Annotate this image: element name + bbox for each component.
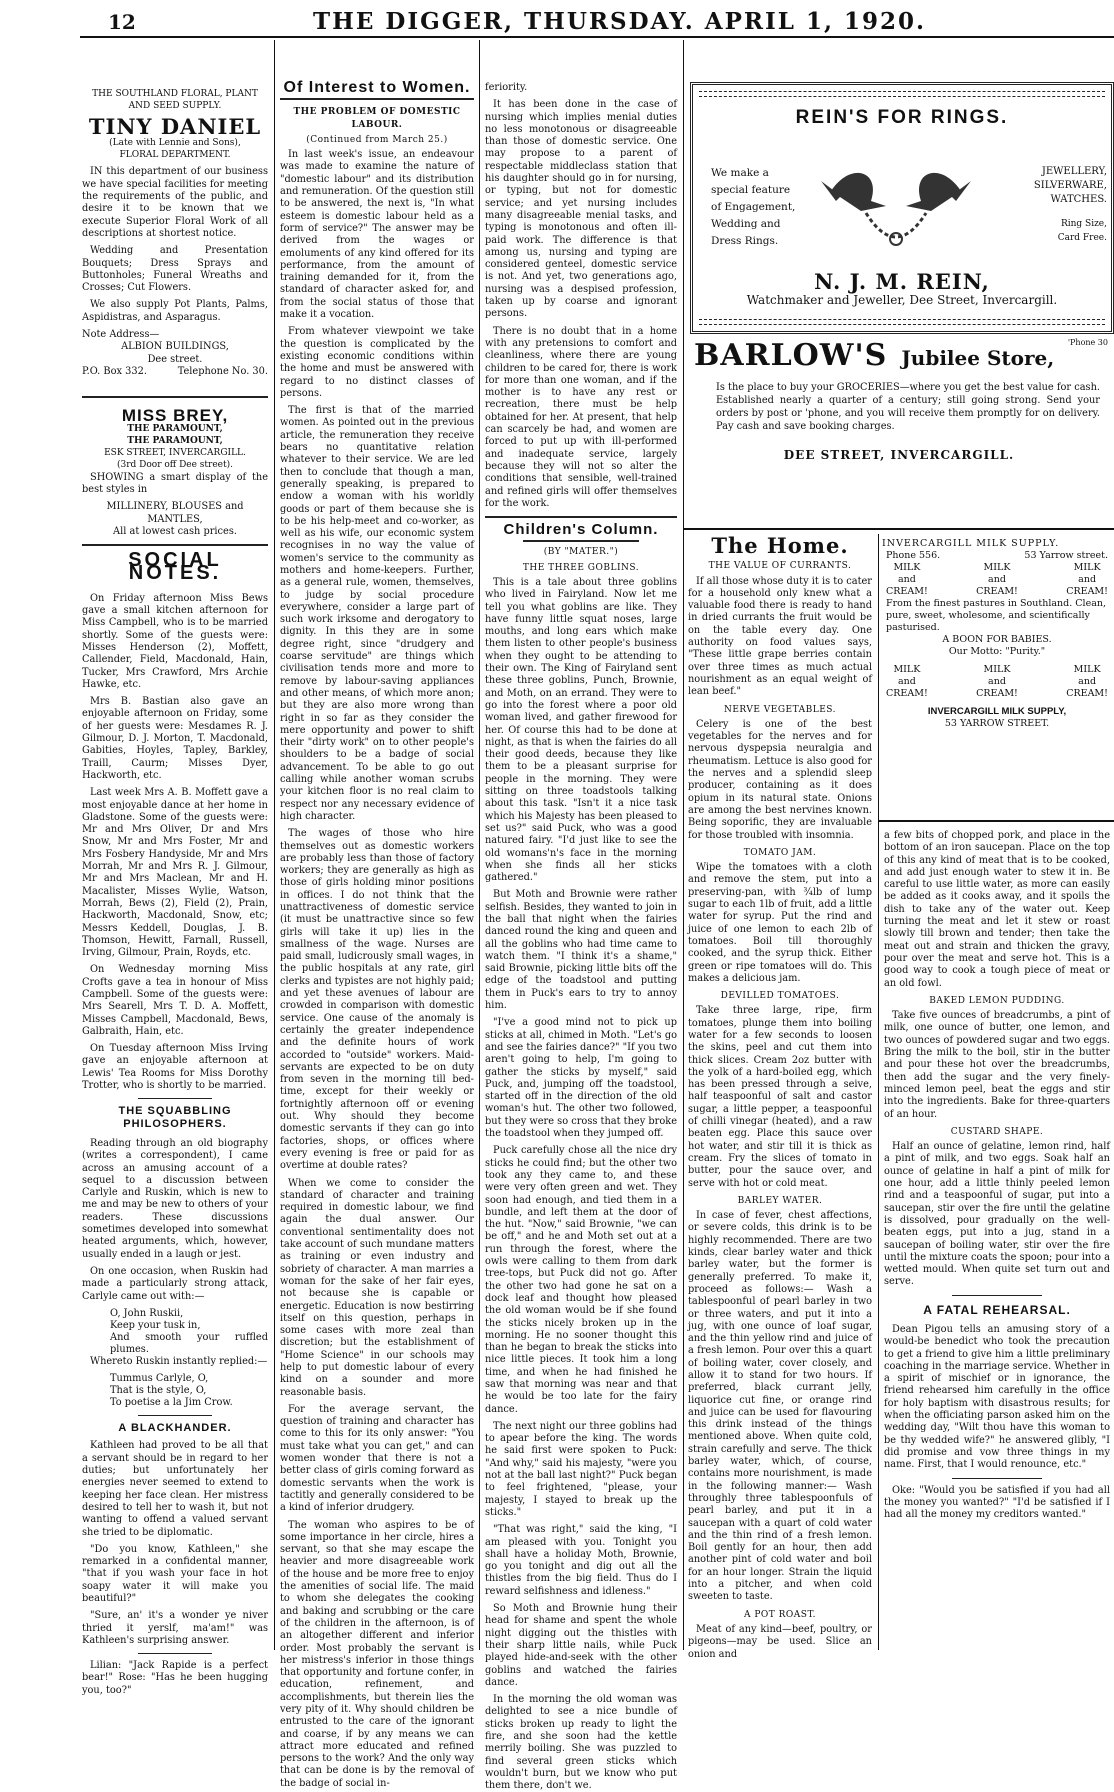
brey-title: MISS BREY, bbox=[121, 406, 229, 426]
milk-body: From the finest pastures in Southland. Clean, pure, sweet, wholesome, and scientifically pasturised. bbox=[886, 598, 1106, 633]
column-rule-5 bbox=[878, 534, 879, 1650]
floral-p3: We also supply Pot Plants, Palms, Aspidistras, and Asparagus. bbox=[82, 299, 268, 323]
col3-p1: It has been done in the case of nursing which implies menial duties no less monotonous or disagreeable than those of domestic service. One may propose to a parent of respectable middleclass station that his daughter should go in for nursing, or typing, but not for domestic service; and yet nursing includes many disagreeable menial tasks, and typing is monotonous and often ill-paid work. The difference is that among us, nursing and typing are considered genteel, domestic service is not. And yet, two generations ago, nursing was a despised profession, taken up by coarse and ignorant persons. bbox=[485, 99, 677, 320]
squabbling-title: THE SQUABBLING PHILOSOPHERS. bbox=[118, 1105, 232, 1130]
milk-footer2: 53 YARROW STREET. bbox=[944, 718, 1050, 729]
brey-p: SHOWING a smart display of the best styles in bbox=[82, 471, 268, 496]
roast-continued: a few bits of chopped pork, and place in the bottom of an iron saucepan. Place on the top of this any kind of meat that is to be cooked, and add just enough water to stew it in. Be careful to use little water, as more can easily be added as it cooks away, and it spoils the dish to take any of the water out. Keep turning the meat and let it stew or roast slowly till brown and tender; then take the meat out and strain and thicken the gravy, pour over the meat and serve hot. This is a good way to cook a tough piece of meat or an old fowl. bbox=[884, 830, 1110, 989]
milk-phone: Phone 556. bbox=[886, 550, 941, 561]
column-rule-2 bbox=[479, 40, 480, 1650]
brey-p3: All at lowest cash prices. bbox=[113, 525, 237, 537]
goblins-p3: "I've a good mind not to pick up sticks at all, chimed in Moth. "Let's go and see the fairies dance?" "If you two aren't going to help, I'm going to gather the sticks by myself," said Puck, and, jumping off the toadstool, started off in the direction of the old woman's hut. The other two followed, but they were so cross that they broke the toadstool when they jumped off. bbox=[485, 1017, 677, 1140]
feriority: feriority. bbox=[485, 82, 528, 93]
barlow-phone: 'Phone 30 bbox=[1067, 338, 1108, 347]
jam-p: Wipe the tomatoes with a cloth and remove the stem, put into a preserving-pan, with ¾lb of lump sugar to each 1lb of fruit, add a little water for syrup. Put the rind and juice of one lemon to each 2lb of tomatoes. Boil till thoroughly cooked, and the syrup thick. Either green or ripe tomatoes will do. This makes a delicious jam. bbox=[688, 862, 872, 984]
domestic-labour-sub: THE PROBLEM OF DOMESTIC LABOUR. bbox=[293, 107, 461, 130]
lilian-joke: Lilian: "Jack Rapide is a perfect bear!" Rose: "Has he been hugging you, too?" bbox=[82, 1660, 268, 1696]
page-header bbox=[78, 4, 1114, 34]
col3-p2: There is no doubt that in a home with any pretensions to comfort and cleanliness, where there are young children to be cared for, there is work for more than one woman, and if the mother is to have any rest or recreation, there must be help obtained for her. At present, that help can scarcely be had, and women are forced to put up with ill-performed and inadequate service, largely because they will not so alter the conditions that sensible, well-trained and refined girls will offer themselves for the work. bbox=[485, 325, 677, 509]
milk-boon: A BOON FOR BABIES. bbox=[942, 634, 1052, 645]
home-title: The Home. bbox=[711, 533, 849, 558]
goblins-p4: Puck carefully chose all the nice dry sticks he could find; but the other two took any they came to, and these were very often green and wet. They soon had enough, and tied them in a bundle, and left them at the door of the hut. "Now," said Brownie, "we can be off," and he and Moth set out at a run through the forest, where the owls were calling to them from dark tree-tops, but Puck did not go. After the other two had gone he sat on a dock leaf and thought how pleased the old woman would be if she found the sticks nicely broken up in the morning. He no sooner thought this than he began to break the sticks into nice little pieces. It took him a long time, and when he had finished he saw that morning was near and that he would be too late for the fairy dance. bbox=[485, 1145, 677, 1415]
custard-title: CUSTARD SHAPE. bbox=[950, 1126, 1044, 1137]
floral-p1: IN this department of our business we have special facilities for meeting the requirements of the public, and desire it to be known that we execute Superior Floral Work of all descriptions at shortest notice. bbox=[82, 166, 268, 239]
currants-p: If all those whose duty it is to cater for a household only knew what a valuable food there is ready to hand in dried currants the fruit would be on the table every day. One authority on food values says, "These little grape berries contain over three times as much actual nourishment as an equal weight of lean beef." bbox=[688, 575, 872, 698]
barley-title: BARLEY WATER. bbox=[737, 1195, 823, 1206]
floral-heading-1: THE SOUTHLAND FLORAL, PLANT bbox=[92, 89, 258, 99]
milk-row-1: MILK and CREAM! MILK and CREAM! MILK and CREAM! bbox=[886, 562, 1108, 597]
verse-ruskin: Tummus Carlyle, O, That is the style, O, To poetise a la Jim Crow. bbox=[110, 1373, 233, 1409]
squabbling-p3: Whereto Ruskin instantly replied:— bbox=[90, 1355, 268, 1367]
goblins-p2: But Moth and Brownie were rather selfish. Besides, they wanted to join in the ball that night when the fairies danced round the king and queen and all the goblins who had time came to watch them. "I think it's a shame," said Brownie, picking little bits off the edge of the toadstool and putting them in Puck's ears to try to annoy him. bbox=[485, 889, 677, 1012]
devilled-title: DEVILLED TOMATOES. bbox=[720, 991, 840, 1002]
nerve-title: NERVE VEGETABLES. bbox=[723, 704, 837, 715]
brey-l2: THE PARAMOUNT, bbox=[127, 435, 223, 446]
column-4-home bbox=[688, 533, 872, 1660]
blackhander-p3: "Sure, an' it's a wonder ye niver thried it yerslf, ma'am!" was Kathleen's surprising answer. bbox=[82, 1610, 268, 1646]
rein-right-text: JEWELLERY, SILVERWARE, WATCHES. Ring Size, Card Free. bbox=[1033, 166, 1107, 243]
blackhander-p1: Kathleen had proved to be all that a servant should be in regard to her duties; but unfortunately her energies never seemed to extend to keeping her face clean. Her mistress desired to tell her to wash it, but not wanting to offend a valued servant she tried to be diplomatic. bbox=[82, 1440, 268, 1538]
floral-tel: Telephone No. 30. bbox=[177, 365, 268, 377]
goblins-p8: In the morning the old woman was delighted to see a nice bundle of sticks broken up ready to light the fire, and she soon had the kettle merrily boiling. She was puzzled to find several green sticks which wouldn't burn, but we know who put them there, don't we. bbox=[485, 1694, 677, 1792]
milk-rule bbox=[878, 820, 1114, 822]
roast-p: Meat of any kind—beef, poultry, or pigeons—may be used. Slice an onion and bbox=[688, 1623, 872, 1660]
goblins-p6: "That was right," said the king, "I am pleased with you. Tonight you shall have a holiday Moth, Brownie, go you tonight and dig out all the thistles from the big field. Thus do I reward selfishness and idleness." bbox=[485, 1524, 677, 1597]
barley-p: In case of fever, chest affections, or severe colds, this drink is to be highly recommended. There are two kinds, clear barley water and thick barley water, but the former is generally preferred. To make it, proceed as follows:— Wash a tablespoonful of pearl barley in two or three waters, and put it into a jug, with one ounce of loaf sugar, and the thin yellow rind and juice of a fresh lemon. Pour over this a quart of boiling water, cover closely, and allow it to stand for two hours. If preferred, black currant jelly, liquorice cut fine, or orange rind and juice can be used for flavouring this drink instead of the things mentioned above. When quite cold, strain carefully and serve. The thick barley water, which, of course, contains more nourishment, is made in the following manner:— Wash throughly three tablespoonfuls of pearl barley, and put it in a saucepan with a quart of cold water and the thin rind of a fresh lemon. Boil gently for an hour, then add another pint of cold water and boil for an hour longer. Strain the liquid into a pitcher, and when cold sweeten to taste. bbox=[688, 1210, 872, 1603]
rein-advert bbox=[690, 82, 1114, 334]
floral-late: (Late with Lennie and Sons), bbox=[109, 137, 241, 148]
nerve-p: Celery is one of the best vegetables for the nerves and for nervous dyspepsia neuralgia and rheumatism. Lettuce is also good for the nerves and a splendid sleep producer, containing as it does opium in its natural state. Onions are among the best nervines known. Being soporific, they are invaluable for those troubled with insomnia. bbox=[688, 718, 872, 841]
women-p2: From whatever viewpoint we take the question is complicated by the existing economic conditions within the home and must be answered with regard to no distinct classes of persons. bbox=[280, 326, 474, 399]
interest-women-title: Of Interest to Women. bbox=[280, 82, 474, 100]
children-byline: (BY "MATER.") bbox=[543, 547, 619, 558]
column-2 bbox=[280, 79, 474, 1789]
barlow-name: BARLOW'S bbox=[694, 338, 888, 373]
social-p3: Last week Mrs A. B. Moffett gave a most enjoyable dance at her home in Gladstone. Some of the guests were: Mr and Mrs Oliver, Dr and Mrs Snow, Mr and Mrs Foster, Mr and Mrs Fosbery Handyside, Mr and Mrs Morrah, Mr and Mrs R. J. Gilmour, Mr and Mrs Maclean, Mr and H. Macalister, Misses Wylie, Watson, Morrah, Bews (2), Field (2), Prain, Hackworth, Macdonald, Snow, etc; Messrs Keddell, Douglas, J. B. Thomson, Hewitt, Farnall, Russell, Irving, Gilmour, Prain, Royds, etc. bbox=[82, 787, 268, 959]
column-1 bbox=[82, 88, 268, 1696]
floral-heading-2: AND SEED SUPPLY. bbox=[128, 101, 222, 112]
women-p3: The first is that of the married women. As pointed out in the previous article, the remuneration they receive bears no quantitative relation whatever to their service. We are led then to conclude that though a man, generally speaking, is prepared to endow a woman with his worldly goods or part of them because she is to be his help-meet and co-worker, as well as his wife, our economic system recognises in no way the value of women's service to the community as mothers and home-keepers. Further, as a general rule, women, themselves, to judge by social procedure everywhere, consider a large part of such work irksome and derogatory to dignity. In this they are in some degree right, since "drudgery and coarse servitude" are things which civilisation tends more and more to remove by labour-saving appliances and other means, of which more anon; but they are also more wrong than right in so far as they consider the mere opportunity and power to shift their "dirty work" on to other people's shoulders to be a badge of social advancement. To be able to go out calling while another woman scrubs your kitchen floor is no real claim to respect nor any necessary evidence of high character. bbox=[280, 405, 474, 822]
barlow-store: Jubilee Store, bbox=[901, 346, 1055, 370]
women-p5: When we come to consider the standard of character and training required in domestic labour, we find again the dual answer. Our conventional sentimentality does not take account of such mundane matters as training or even industry and sobriety of character. A man marries a woman for the sake of her fair eyes, not because she is capable or energetic. Education is now bestirring itself on this question, perhaps in some cases with more zeal than discretion; but the establishment of "Home Science" in our schools may help to put domestic labour of every kind on a sounder and more reasonable basis. bbox=[280, 1177, 474, 1398]
women-p1: In last week's issue, an endeavour was made to examine the nature of "domestic labour" and its distribution and remuneration. Of the question still to be answered, the next is, "In what esteem is domestic labour held as a form of service?" The answer may be derived from the wages or emoluments of any kind offered for its performance, from the amount of training demanded for it, from the standard of character asked for, and from the social status of those that make it a vocation. bbox=[280, 149, 474, 321]
brey-l3: ESK STREET, INVERCARGILL. bbox=[104, 448, 246, 459]
verse-carlyle: O, John Ruskii, Keep your tusk in, And smooth your ruffled plumes. bbox=[110, 1307, 268, 1355]
custard-p: Half an ounce of gelatine, lemon rind, half a pint of milk, and two eggs. Soak half an ounce of gelatine in half a pint of milk for one hour, add a little thinly peeled lemon rind and a teaspoonful of sugar, put into a saucepan, stir over the fire until the gelatine is dissolved, pour gradually on the well-beaten eggs, put into a jug, stand in a saucepan of boiling water, stir over the fire until the mixture coats the spoon; pour into a wetted mould. When quite set turn out and serve. bbox=[884, 1141, 1110, 1288]
women-p4: The wages of those who hire themselves out as domestic workers are probably less than those of factory workers; they are generally as high as those of girls holding minor positions in offices. I do not think that the unattractiveness of domestic service (it must be unattractive since so few girls will take it up) lies in the smallness of the wage. Nurses are paid small, ludicrously small wages, in the public hospitals at any rate, girl clerks and typistes are not highly paid; and yet these avenues of labour are crowded in comparison with domestic service. One cause of the anomaly is certainly the greater independence and the definite hours of work accorded to "outside" workers. Maid-servants are expected to be on duty from seven in the morning till bed-time, except for their weekly or fortnightly afternoon off or evening out. Why should they become domestic servants if they can go into factories, shops, or offices where every evening is free or paid for as overtime at double rates? bbox=[280, 828, 474, 1172]
children-column-title: Children's Column. bbox=[503, 521, 659, 539]
floral-note: Note Address— bbox=[82, 329, 160, 341]
roast-title: A POT ROAST. bbox=[743, 1609, 817, 1620]
brey-p2: MILLINERY, BLOUSES and MANTLES, bbox=[106, 501, 244, 525]
page-number: 12 bbox=[108, 10, 136, 34]
brey-l1: THE PARAMOUNT, bbox=[127, 423, 223, 434]
milk-motto: Our Motto: "Purity." bbox=[948, 646, 1046, 657]
floral-street: Dee street. bbox=[147, 353, 203, 365]
social-p1: On Friday afternoon Miss Bews gave a small kitchen afternoon for Miss Campbell, who is to be married shortly. Some of the guests were: Misses Henderson (2), Moffett, Callender, Field, Macdonald, Hain, Tucker, Mrs Crawford, Mrs Archie Hawke, etc. bbox=[82, 592, 268, 690]
swallows-chain-icon bbox=[811, 151, 981, 261]
pudding-title: BAKED LEMON PUDDING. bbox=[929, 995, 1065, 1006]
barlow-advert bbox=[690, 336, 1108, 522]
goblins-p5: The next night our three goblins had to apear before the king. The words he said first were spoken to Puck: "And why," said his majesty, "were you not at the ball last night?" Puck began to feel frightened, "please, your majesty, I stayed to break up the sticks." bbox=[485, 1420, 677, 1518]
header-rule bbox=[80, 36, 1114, 38]
barlow-body: Is the place to buy your GROCERIES—where you get the best value for cash. Established nearly a quarter of a century; still going strong. Send your orders by post or 'phone, and you will receive them promptly for on delivery. Pay cash and save booking charges. bbox=[716, 382, 1100, 432]
floral-pobox: P.O. Box 332. bbox=[82, 365, 147, 377]
rein-tagline: Watchmaker and Jeweller, Dee Street, Invercargill. bbox=[746, 293, 1058, 307]
milk-address: 53 Yarrow street. bbox=[1024, 550, 1108, 561]
barlow-address: DEE STREET, INVERCARGILL. bbox=[783, 448, 1015, 462]
women-p7: The woman who aspires to be of some importance in her circle, hires a servant, so that she may escape the heavier and more disagreeable work of the house and be more free to enjoy the amenities of social life. The maid to whom she delegates the cooking and baking and scrubbing or the care of the children in the afternoon, is of an altogether different and inferior order. Most probably the servant is her mistress's inferior in those things that opportunity and fortune confer, in education, refinement, and accomplishments, but therein lies the very pity of it. Why should children be entrusted to the care of the ignorant and coarse, if by any means we can attract more educated and refined persons to the work? And the only way that can be done is by the removal of the badge of social in- bbox=[280, 1519, 474, 1789]
social-p2: Mrs B. Bastian also gave an enjoyable afternoon on Friday, some of her guests were: Mesdames R. J. Gilmour, D. J. Morton, T. Macdonald, Gabities, Hoyles, Tapley, Barkley, Traill, Caurm; Misses Dyer, Hackworth, etc. bbox=[82, 696, 268, 781]
rein-left-text: We make a special feature of Engagement, Wedding and Dress Rings. bbox=[711, 167, 796, 247]
masthead: THE DIGGER, THURSDAY. APRIL 1, 1920. bbox=[313, 8, 927, 35]
milk-footer: INVERCARGILL MILK SUPPLY, bbox=[927, 706, 1067, 717]
goblins-sub: THE THREE GOBLINS. bbox=[522, 562, 640, 573]
squabbling-p2: On one occasion, when Ruskin had made a particularly strong attack, Carlyle came out with:— bbox=[82, 1265, 268, 1302]
social-p4: On Wednesday morning Miss Crofts gave a tea in honour of Miss Campbell. Some of the guests were: Mrs Searell, Mrs T. D. A. Moffett, Misses Campbell, Macdonald, Bews, Galbraith, Hain, etc. bbox=[82, 964, 268, 1037]
squabbling-p1: Reading through an old biography (writes a correspondent), I came across an amusing account of a sequel to a discussion between Carlyle and Ruskin, which is new to me and may be new to others of your readers. These discussions sometimes developed into somewhat heated arguments, which, however, usually ended in a laugh or jest. bbox=[82, 1137, 268, 1260]
brey-l4: (3rd Door off Dee street). bbox=[117, 460, 233, 471]
goblins-p7: So Moth and Brownie hung their head for shame and spent the whole night digging out the thistles with their sharp little nails, while Puck played hide-and-seek with the other goblins and watched the fairies dance. bbox=[485, 1603, 677, 1688]
column-6 bbox=[884, 830, 1110, 1648]
ad-rule bbox=[684, 528, 1114, 530]
milk-advert bbox=[882, 538, 1112, 729]
rehearsal-p: Dean Pigou tells an amusing story of a would-be benedict who took the precaution to get a friend to give him a little preliminary coaching in the marriage service. Whether in a spirit of mischief or in ignorance, the friend rehearsed him carefully in the office for holy baptism with disastrous results; for when the officiating parson asked him on the wedding day, "Wilt thou have this woman to be thy wedded wife?" he answered glibly, "I did promise and vow three things in my name. First, that I would renounce, etc." bbox=[884, 1323, 1110, 1471]
women-p6: For the average servant, the question of training and character has come to this for its only answer: "You must take what you can get," and can women wonder that there is not a better class of girls coming forward as domestic servants when the work is tactitly and generally considered to be a kind of inferior drudgery. bbox=[280, 1403, 474, 1514]
devilled-p: Take three large, ripe, firm tomatoes, plunge them into boiling water for a few seconds to loosen the skins, peel and cut them into thick slices. Cream 2oz butter with the yolk of a hard-boiled egg, which has been pressed through a seive, half teaspoonful of salt and castor sugar, a little pepper, a teaspoonful of chilli vinegar (heated), and a raw beaten egg. Place this sauce over hot water, and stir till it is thick as cream. Fry the slices of tomato in butter, pour the sauce over, and serve with hot or cold meat. bbox=[688, 1005, 872, 1189]
currants-title: THE VALUE OF CURRANTS. bbox=[708, 561, 852, 572]
floral-p2: Wedding and Presentation Bouquets; Dress Sprays and Buttonholes; Funeral Wreaths and Crosses; Cut Flowers. bbox=[82, 245, 268, 294]
jam-title: TOMATO JAM. bbox=[743, 847, 817, 858]
blackhander-p2: "Do you know, Kathleen," she remarked in a confidental manner, "that if you wash your face in hot soapy water it will make you beautiful?" bbox=[82, 1543, 268, 1604]
rein-title: REIN'S FOR RINGS. bbox=[795, 107, 1009, 128]
milk-row-2: MILK and CREAM! MILK and CREAM! MILK and CREAM! bbox=[886, 664, 1108, 699]
social-p5: On Tuesday afternoon Miss Irving gave an enjoyable afternoon at Lewis' Tea Rooms for Miss Dorothy Trotter, who is shortly to be married. bbox=[82, 1043, 268, 1092]
floral-dept: FLORAL DEPARTMENT. bbox=[119, 150, 231, 161]
rein-name: N. J. M. REIN, bbox=[814, 269, 990, 294]
continued-note: (Continued from March 25.) bbox=[306, 134, 448, 145]
oke-joke: Oke: "Would you be satisfied if you had all the money you wanted?" "I'd be satisfied if I had all the money my creditors wanted." bbox=[884, 1484, 1110, 1521]
milk-title: INVERCARGILL MILK SUPPLY. bbox=[882, 538, 1060, 549]
pudding-p: Take five ounces of breadcrumbs, a pint of milk, one ounce of butter, one lemon, and two ounces of powdered sugar and two eggs. Bring the milk to the boil, stir in the butter and pour these hot over the breadcrumbs, then add the sugar and the very finely-minced lemon peel, beat the eggs and stir into the ingredients. Bake for three-quarters of an hour. bbox=[884, 1010, 1110, 1120]
goblins-p1: This is a tale about three goblins who lived in Fairyland. Now let me tell you what goblins are like. They have funny little squat noses, large mouths, and long ears which make them listen to other people's business when they ought to be attending to their own. The King of Fairyland sent these three goblins, Punch, Brownie, and Moth, on an errand. They were to go into the forest where a poor old woman lived, and gather firewood for her. Of course this had to be done at night, as that is when the fairies do all their good deeds, because they like them to be a pleasant surprise for people in the morning. They were sitting on three toadstools talking about this task. "Isn't it a nice task which his Majesty has been pleased to set us?" said Puck, who was a good natured fairy. "I'd just like to see the old womans'n's face in the morning when she finds all her sticks gathered." bbox=[485, 576, 677, 884]
social-notes-title: SOCIAL NOTES. bbox=[128, 549, 222, 584]
floral-building: ALBION BUILDINGS, bbox=[121, 341, 229, 353]
blackhander-title: A BLACKHANDER. bbox=[118, 1422, 232, 1435]
column-rule-3 bbox=[683, 40, 684, 1650]
column-3 bbox=[485, 82, 677, 1792]
rehearsal-title: A FATAL REHEARSAL. bbox=[923, 1302, 1071, 1317]
tiny-daniel-title: TINY DANIEL bbox=[88, 113, 262, 139]
column-rule-1 bbox=[274, 40, 275, 1650]
